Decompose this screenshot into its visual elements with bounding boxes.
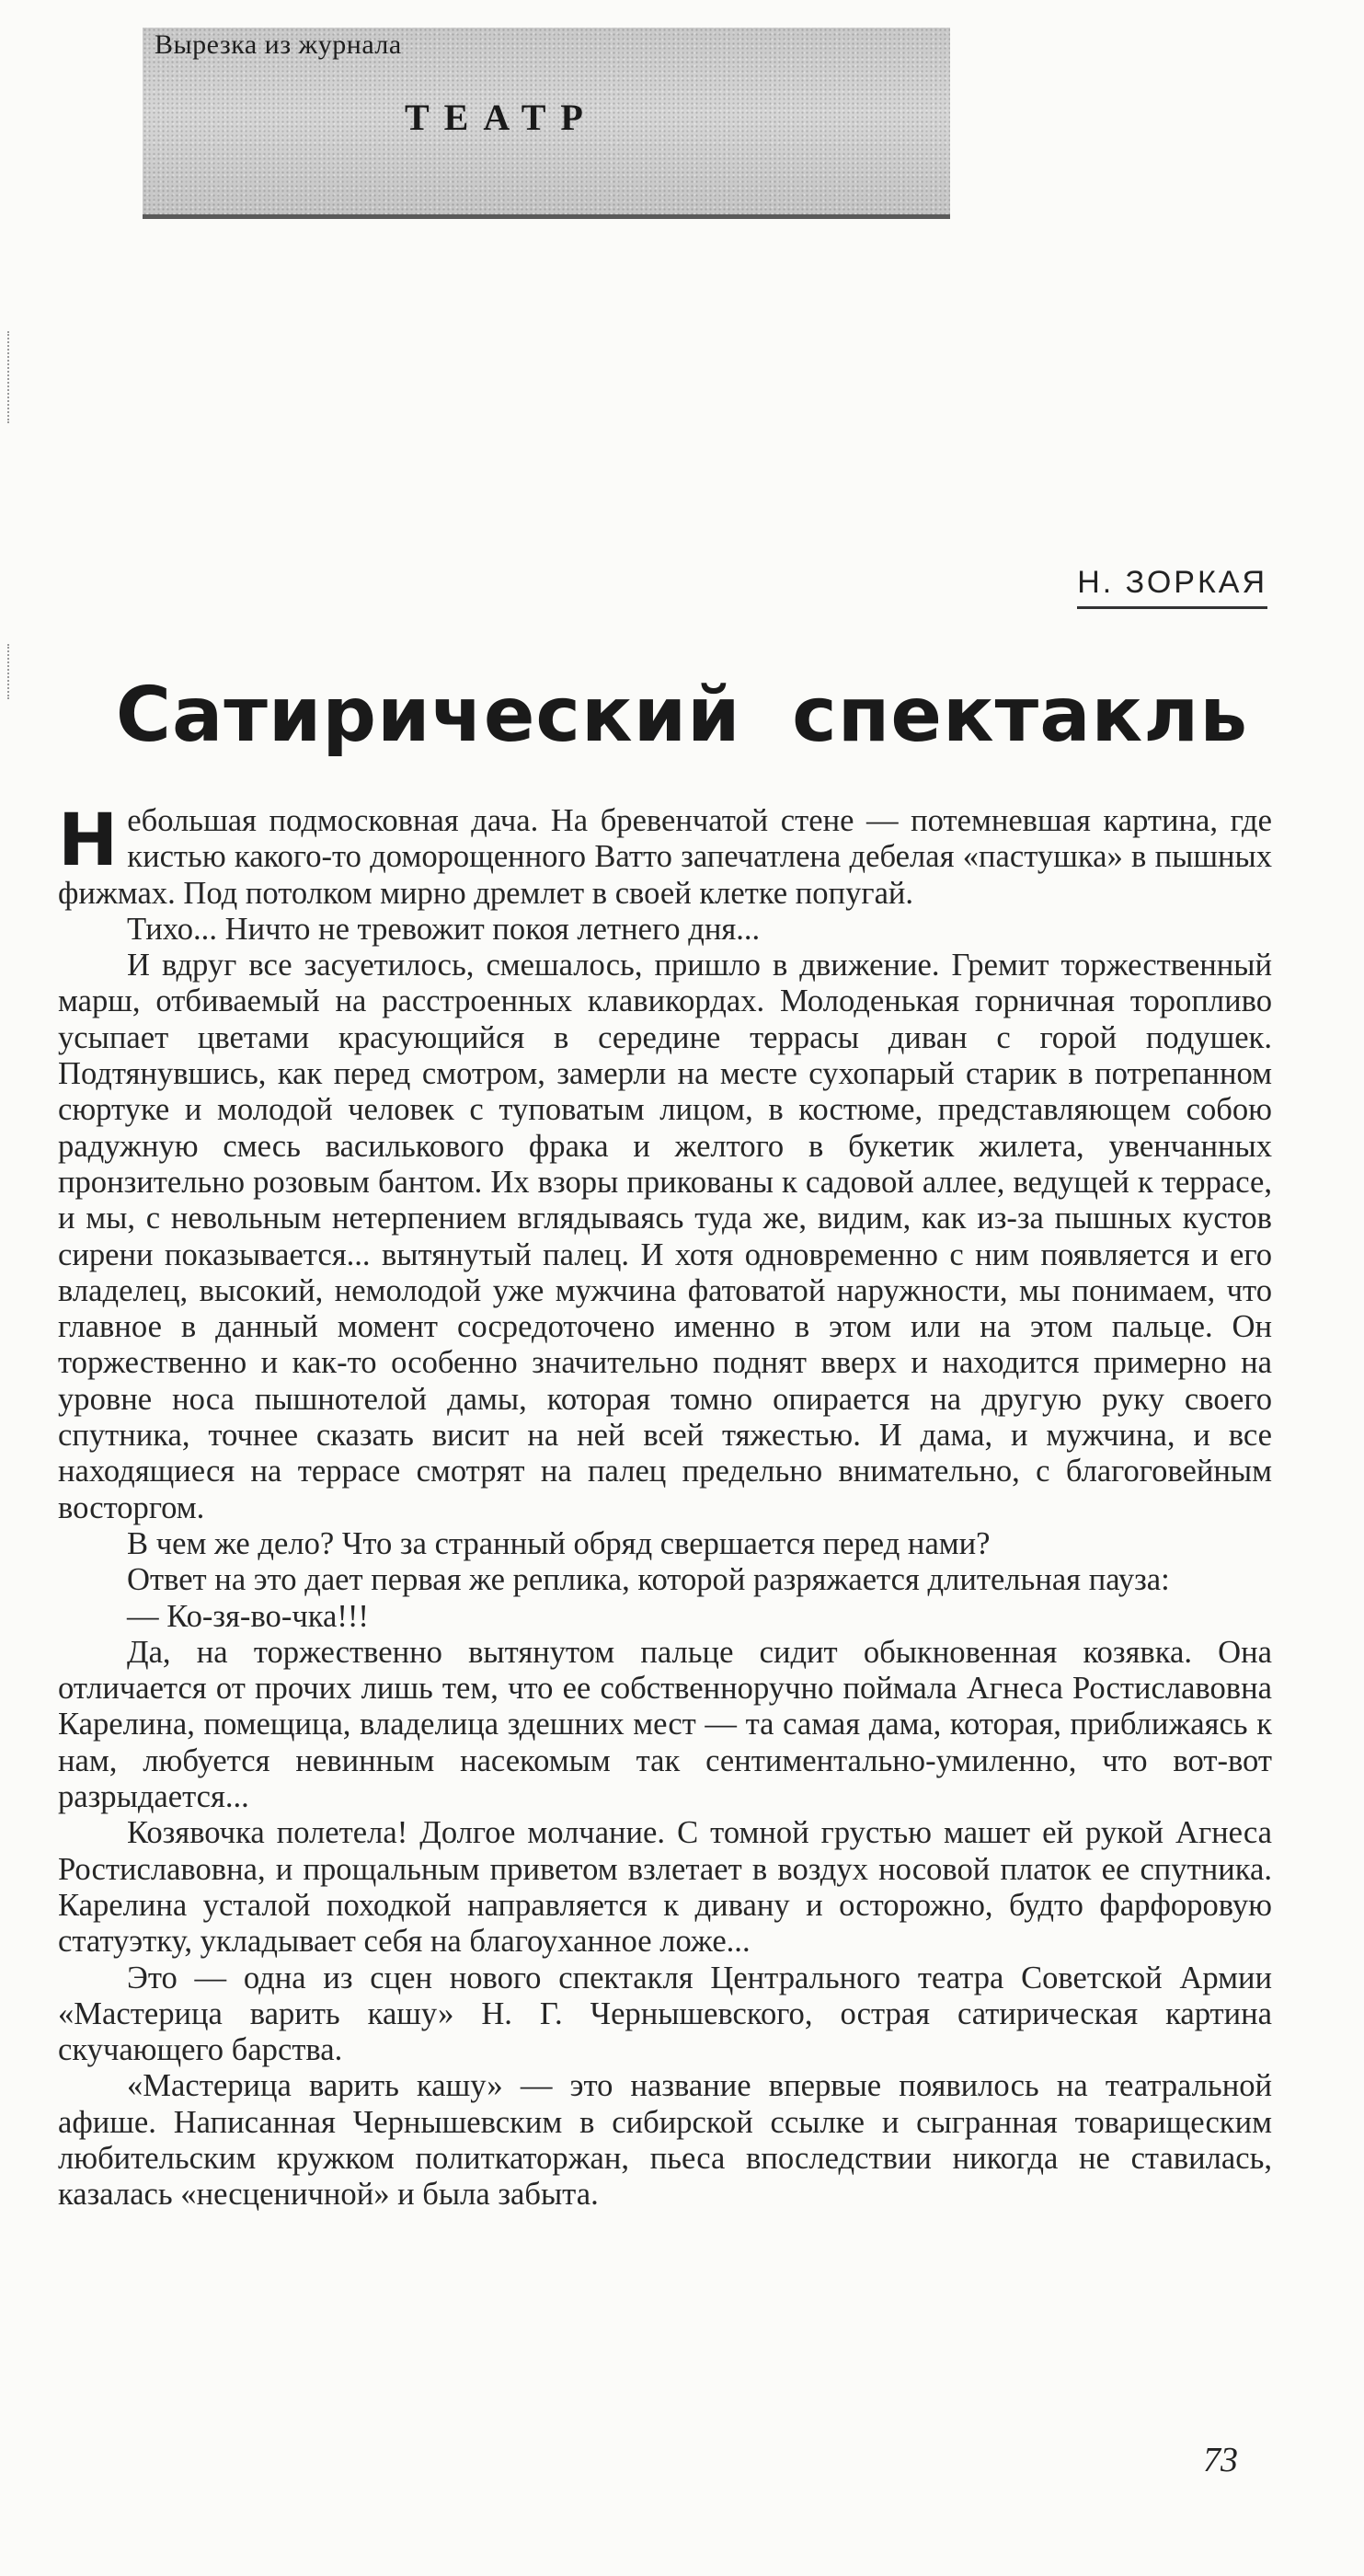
paragraph: И вдруг все засуетилось, смешалось, пришло в движение. Гремит торжественный марш, отбиваемый на расстроенных клавикордах. Молоденькая горничная торопливо усыпает цветами красующийся в середине террасы диван с горой подушек. Подтянувшись, как перед смотром, замерли на месте сухопарый старик в потрепанном сюртуке и молодой человек с туповатым лицом, в костюме, представляющем собою радужную смесь василькового фрака и желтого в букетик жилета, увенчанных пронзительно розовым бантом. Их взоры прикованы к садовой аллее, ведущей к террасе, и мы, с невольным нетерпением вглядываясь туда же, видим, как из-за пышных кустов сирени показывается... вытянутый палец. И хотя одновременно с ним появляется и его владелец, высокий, немолодой уже мужчина фатоватой наружности, мы понимаем, что главное в данный момент сосредоточено именно в этом или на этом пальце. Он торжественно и как-то особенно значительно поднят вверх и находится примерно на уровне носа пышнотелой дамы, которая томно опирается на другую руку своего спутника, точнее сказать висит на ней всей тяжестью. И дама, и мужчина, и все находящиеся на террасе смотрят на палец предельно внимательно, с благоговейным восторгом. [58,948,1272,1525]
paragraph: — Ко-зя-во-чка!!! [127,1598,369,1634]
paragraph: Тихо... Ничто не тревожит покоя летнего дня... [127,911,761,947]
author-byline: Н. ЗОРКАЯ [1077,565,1267,609]
paragraph-text: ебольшая подмосковная дача. На бревенчатой стене — потемневшая картина, где кистью какого-то доморощенного Ватто запечатлена дебелая «пастушка» в пышных фижмах. Под потолком мирно дремлет в своей клетке попугай. [58,803,1272,911]
journal-name: ТЕАТР [405,97,598,138]
drop-cap: Н [58,799,119,882]
paragraph: «Мастерица варить кашу» — это название впервые появилось на театральной афише. Написанная Чернышевским в сибирской ссылке и сыгранная товарищеским любительским кружком политкаторжан, пьеса впоследствии никогда не ставилась, казалась «несценичной» и была забыта. [58,2068,1272,2213]
paragraph: Козявочка полетела! Долгое молчание. С томной грустью машет ей рукой Агнеса Ростиславовна, и прощальным приветом взлетает в воздух носовой платок ее спутника. Карелина усталой походкой направляется к дивану и осторожно, будто фарфоровую статуэтку, укладывает себя на благоуханное ложе... [58,1815,1272,1960]
paragraph: Да, на торжественно вытянутом пальце сидит обыкновенная козявка. Она отличается от прочих лишь тем, что ее собственноручно поймала Агнеса Ростиславовна Карелина, помещица, владелица здешних мест — та самая дама, которая, приближаясь к нам, любуется невинным насекомым так сентиментально-умиленно, что вот-вот разрыдается... [58,1634,1272,1815]
margin-scan-marks [7,331,11,423]
page-number: 73 [1203,2441,1238,2479]
article-body [58,799,1272,2214]
article-title: Сатирический спектакль [115,672,1249,759]
paragraph: Ответ на это дает первая же реплика, которой разряжается длительная пауза: [127,1562,1170,1598]
paragraph: В чем же дело? Что за странный обряд свершается перед нами? [127,1525,991,1561]
paragraph: Это — одна из сцен нового спектакля Центрального театра Советской Армии «Мастерица варить кашу» Н. Г. Чернышевского, острая сатирическая картина скучающего барства. [58,1960,1272,2068]
paragraph [58,799,1272,912]
clipping-caption: Вырезка из журнала [155,29,402,60]
